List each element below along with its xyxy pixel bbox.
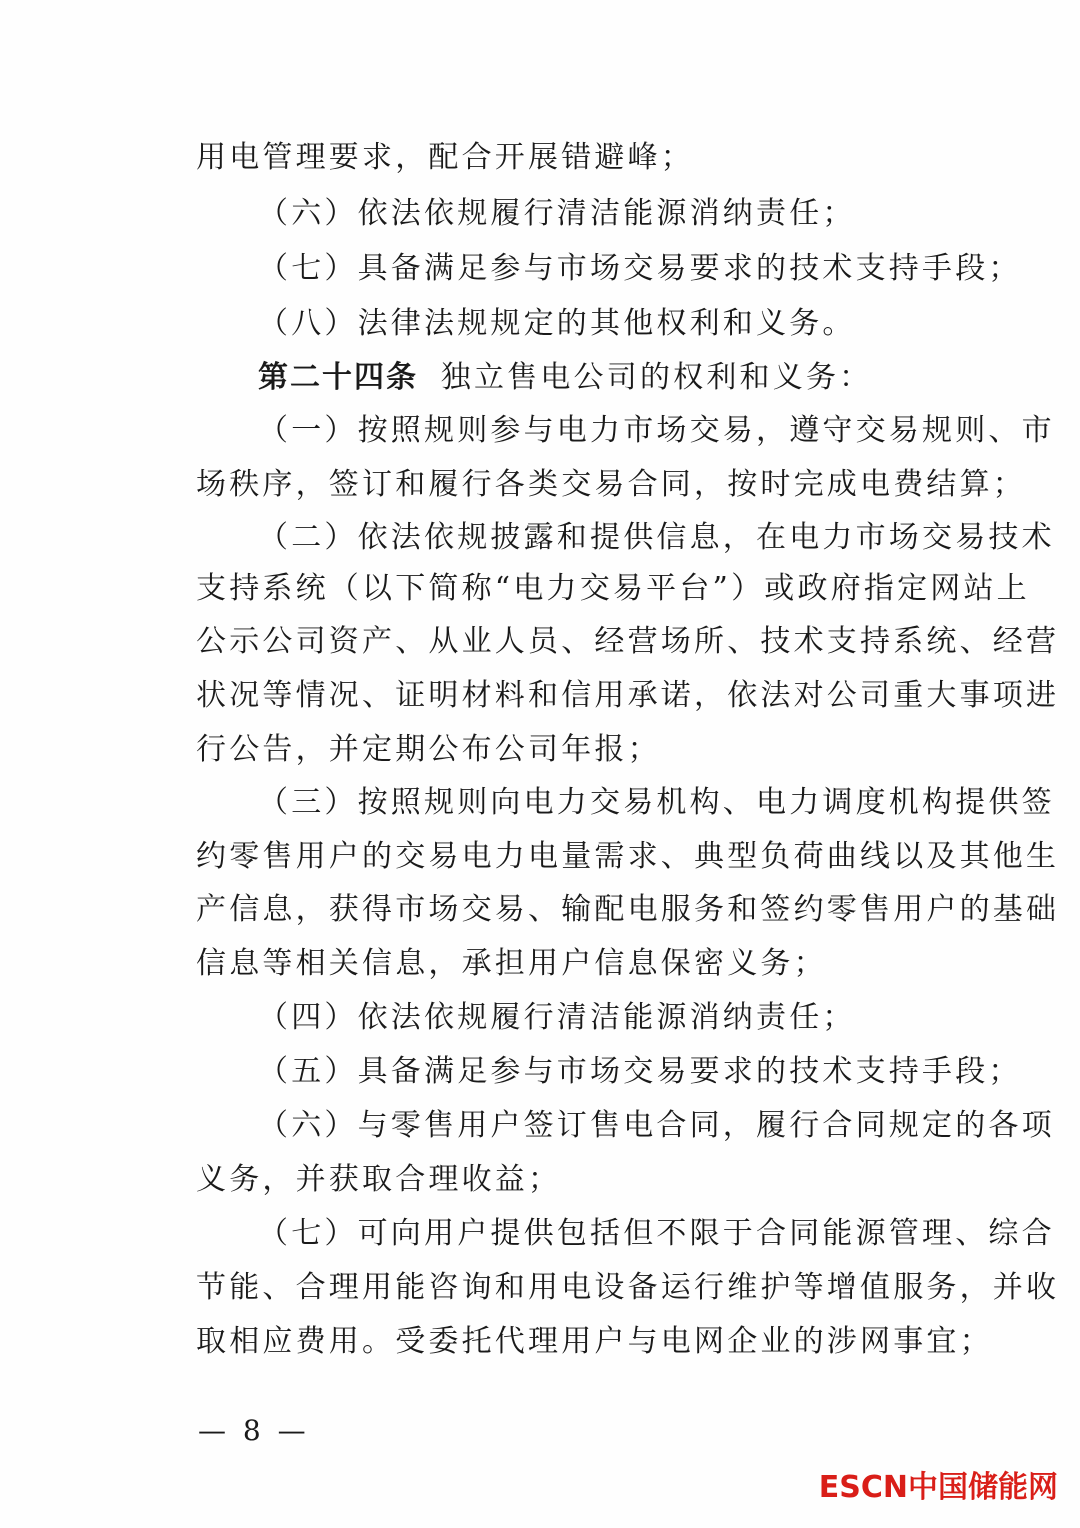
text-line: 支持系统（以下简称“电力交易平台”）或政府指定网站上: [196, 571, 1030, 606]
article-paragraph: [258, 360, 872, 396]
text-line: 信息等相关信息，承担用户信息保密义务；: [196, 946, 827, 981]
list-item: （六）依法依规履行清洁能源消纳责任；: [258, 196, 856, 231]
page-number: — 8 —: [198, 1414, 310, 1447]
text-line: 状况等情况、证明材料和信用承诺，依法对公司重大事项进: [196, 678, 1060, 713]
list-item: （五）具备满足参与市场交易要求的技术支持手段；: [258, 1054, 1022, 1089]
list-item: （七）可向用户提供包括但不限于合同能源管理、综合: [258, 1216, 1055, 1251]
list-item: （六）与零售用户签订售电合同，履行合同规定的各项: [258, 1108, 1055, 1143]
text-line: 取相应费用。受委托代理用户与电网企业的涉网事宜；: [196, 1324, 993, 1359]
article-heading: 第二十四条: [258, 360, 418, 395]
list-item: （一）按照规则参与电力市场交易，遵守交易规则、市: [258, 413, 1055, 448]
list-item: （三）按照规则向电力交易机构、电力调度机构提供签: [258, 785, 1055, 820]
text-line: 行公告，并定期公布公司年报；: [196, 732, 661, 767]
text-line: 场秩序，签订和履行各类交易合同，按时完成电费结算；: [196, 467, 1026, 502]
text-line: 公示公司资产、从业人员、经营场所、技术支持系统、经营: [196, 624, 1060, 659]
list-item: （二）依法依规披露和提供信息，在电力市场交易技术: [258, 520, 1055, 555]
text-line: 产信息，获得市场交易、输配电服务和签约零售用户的基础: [196, 892, 1060, 927]
text-line: 节能、合理用能咨询和用电设备运行维护等增值服务，并收: [196, 1270, 1060, 1305]
article-title: 独立售电公司的权利和义务：: [440, 360, 873, 395]
list-item: （四）依法依规履行清洁能源消纳责任；: [258, 1000, 856, 1035]
text-line: 约零售用户的交易电力电量需求、典型负荷曲线以及其他生: [196, 839, 1060, 874]
text-line: 用电管理要求，配合开展错避峰；: [196, 140, 694, 175]
watermark-logo: ESCN中国储能网: [818, 1470, 1058, 1505]
list-item: （八）法律法规规定的其他权利和义务。: [258, 306, 856, 341]
text-line: 义务，并获取合理收益；: [196, 1162, 562, 1197]
list-item: （七）具备满足参与市场交易要求的技术支持手段；: [258, 251, 1022, 286]
